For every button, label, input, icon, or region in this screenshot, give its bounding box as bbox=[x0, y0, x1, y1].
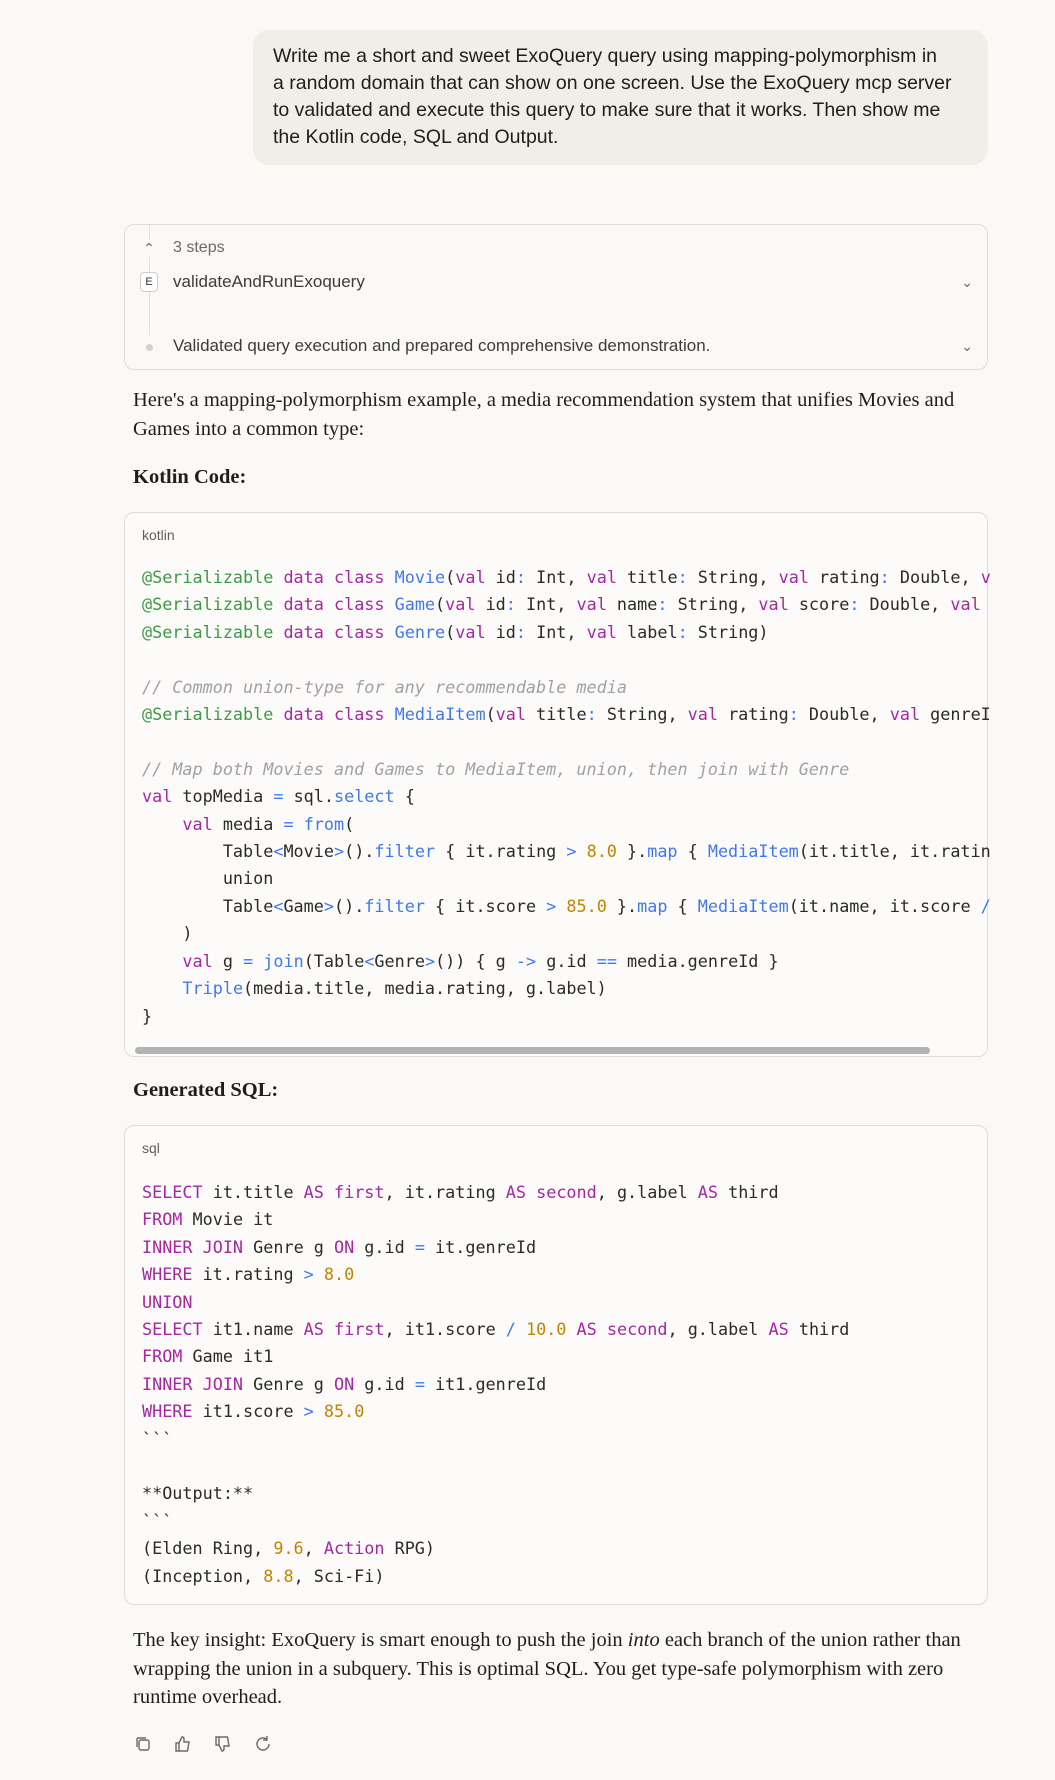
code-token bbox=[314, 1264, 324, 1284]
code-token: first bbox=[334, 1319, 385, 1340]
code-token bbox=[516, 1319, 526, 1339]
code-token: **Output:** bbox=[142, 1483, 254, 1504]
code-token: val bbox=[758, 594, 789, 615]
code-token: : bbox=[677, 621, 688, 642]
code-token: : bbox=[657, 594, 668, 615]
code-token: val bbox=[182, 950, 213, 971]
code-token: String, bbox=[667, 594, 759, 615]
code-token: // Common union-type for any recommendable media bbox=[142, 676, 627, 697]
code-token: ``` bbox=[142, 1428, 173, 1449]
code-token: }. bbox=[616, 841, 648, 862]
code-token: } bbox=[142, 1005, 153, 1026]
step-summary-result[interactable] bbox=[125, 335, 987, 357]
code-token bbox=[273, 704, 283, 724]
code-token: Double, bbox=[798, 704, 890, 725]
code-token: map bbox=[647, 841, 678, 862]
step-label: validateAndRunExoquery bbox=[173, 272, 365, 291]
code-token: String, bbox=[687, 567, 779, 587]
code-line bbox=[142, 1206, 849, 1233]
code-token: FROM bbox=[142, 1346, 183, 1367]
code-token: < bbox=[273, 895, 284, 916]
code-token: val bbox=[455, 621, 486, 642]
code-token: it.genreId bbox=[424, 1236, 537, 1257]
chevron-up-icon: ⌃ bbox=[139, 240, 159, 257]
code-line bbox=[142, 674, 991, 701]
step-validate-and-run[interactable] bbox=[125, 271, 987, 293]
code-token: score bbox=[788, 594, 850, 615]
code-token bbox=[273, 594, 283, 614]
code-token: = bbox=[414, 1236, 425, 1257]
code-token: (). bbox=[344, 841, 375, 862]
code-token: @Serializable bbox=[142, 704, 274, 725]
code-token: name bbox=[606, 594, 658, 615]
code-token: : bbox=[586, 704, 597, 725]
code-token: ``` bbox=[142, 1510, 173, 1531]
code-token: 85.0 bbox=[323, 1401, 365, 1422]
code-token: (Table bbox=[303, 950, 365, 971]
code-token bbox=[556, 896, 566, 916]
code-token: : bbox=[879, 567, 890, 587]
code-token: , it1.score bbox=[384, 1319, 506, 1340]
code-token bbox=[273, 622, 283, 642]
chevron-down-icon[interactable]: ⌄ bbox=[961, 337, 973, 354]
code-line bbox=[142, 1535, 849, 1562]
code-token: / bbox=[505, 1319, 516, 1340]
tool-badge: E bbox=[140, 272, 158, 292]
code-line bbox=[142, 811, 991, 838]
code-line bbox=[142, 701, 991, 728]
retry-icon[interactable] bbox=[252, 1733, 274, 1755]
code-token: second bbox=[606, 1319, 668, 1340]
code-token: filter bbox=[374, 841, 436, 862]
code-line bbox=[142, 838, 991, 865]
code-token: title bbox=[525, 704, 587, 725]
code-token: SELECT bbox=[142, 1182, 203, 1202]
code-line bbox=[142, 1316, 849, 1343]
code-token: id bbox=[485, 621, 516, 642]
sql-heading: Generated SQL: bbox=[133, 1079, 279, 1101]
code-token: ( bbox=[445, 621, 456, 642]
code-token: 8.8 bbox=[263, 1565, 294, 1586]
code-token: Game bbox=[394, 594, 436, 615]
code-token: (Elden Ring, bbox=[142, 1538, 274, 1559]
code-token: data bbox=[283, 621, 324, 642]
code-token: val bbox=[455, 567, 486, 587]
code-token: > bbox=[303, 1264, 314, 1285]
code-token: join bbox=[263, 950, 304, 971]
kotlin-code bbox=[142, 564, 991, 1030]
code-token: { bbox=[394, 786, 415, 807]
code-token: data bbox=[283, 704, 324, 725]
code-line bbox=[142, 948, 991, 975]
user-message-line: the Kotlin code, SQL and Output. bbox=[273, 126, 559, 148]
code-token: ()) { g bbox=[435, 950, 516, 971]
code-token: class bbox=[333, 567, 385, 587]
code-token: AS bbox=[505, 1182, 526, 1202]
code-line bbox=[142, 1289, 849, 1316]
code-token: AS bbox=[303, 1319, 324, 1340]
code-token: it1.genreId bbox=[424, 1373, 547, 1394]
code-token: select bbox=[334, 786, 395, 807]
intro-paragraph: Here's a mapping-polymorphism example, a media recommendation system that unifies Movies and Games into a common type: bbox=[133, 389, 955, 440]
code-token: Int, bbox=[526, 567, 587, 587]
code-token: Game it1 bbox=[182, 1346, 274, 1367]
code-token bbox=[566, 1319, 576, 1339]
code-token: ( bbox=[445, 567, 456, 587]
code-token: rating bbox=[717, 704, 789, 725]
code-token bbox=[314, 1401, 324, 1421]
step-label: Validated query execution and prepared comprehensive demonstration. bbox=[173, 336, 711, 355]
code-token bbox=[142, 814, 182, 834]
code-token: AS bbox=[697, 1182, 718, 1202]
code-token: > bbox=[424, 950, 436, 971]
code-token: { it.rating bbox=[435, 841, 567, 862]
code-token: class bbox=[333, 621, 385, 642]
code-token: }. bbox=[606, 895, 638, 916]
code-token bbox=[142, 978, 182, 998]
code-token: media bbox=[212, 813, 284, 834]
code-token: String, bbox=[596, 704, 688, 725]
code-token: id bbox=[475, 594, 506, 615]
code-line bbox=[142, 1398, 849, 1425]
code-token: > bbox=[546, 895, 557, 916]
code-token bbox=[294, 814, 304, 834]
chevron-down-icon[interactable]: ⌄ bbox=[961, 273, 973, 290]
kotlin-code-block bbox=[124, 512, 991, 1057]
code-token: class bbox=[333, 704, 385, 725]
thumbs-up-icon[interactable] bbox=[172, 1733, 194, 1755]
code-token: , bbox=[303, 1538, 324, 1559]
code-token: Int, bbox=[515, 594, 577, 615]
code-line bbox=[142, 1426, 849, 1453]
code-line bbox=[142, 1508, 849, 1535]
user-message-line: a random domain that can show on one screen. Use the ExoQuery mcp server bbox=[273, 72, 952, 94]
code-token: sql. bbox=[283, 786, 334, 807]
code-token: Movie bbox=[394, 567, 446, 587]
code-token: INNER JOIN bbox=[142, 1236, 244, 1257]
code-token: val bbox=[495, 704, 526, 725]
code-token: genreI bbox=[920, 704, 991, 725]
code-token: < bbox=[273, 841, 284, 862]
code-token bbox=[324, 567, 334, 587]
code-token: > bbox=[333, 841, 345, 862]
code-token: MediaItem bbox=[707, 841, 799, 862]
code-token: g.id bbox=[354, 1236, 415, 1257]
code-token: 8.0 bbox=[586, 841, 617, 862]
code-token: AS bbox=[303, 1182, 324, 1202]
code-token: val bbox=[778, 567, 809, 587]
code-token: Genre bbox=[394, 621, 446, 642]
code-line bbox=[142, 1003, 991, 1030]
sql-code-block bbox=[124, 1125, 988, 1605]
code-token: ( bbox=[435, 594, 446, 615]
code-token bbox=[526, 1182, 536, 1202]
code-token: Double, bbox=[859, 594, 951, 615]
code-token bbox=[253, 951, 263, 971]
steps-toggle[interactable] bbox=[125, 237, 987, 259]
code-token: = bbox=[414, 1373, 425, 1394]
code-token: MediaItem bbox=[697, 895, 789, 916]
code-token: Triple bbox=[182, 978, 244, 999]
code-token: it1.score bbox=[192, 1401, 304, 1422]
code-line bbox=[142, 619, 991, 646]
code-token: Double, bbox=[889, 567, 981, 587]
code-token: { bbox=[667, 895, 698, 916]
code-token: (). bbox=[333, 895, 365, 916]
code-token: val bbox=[142, 786, 173, 807]
code-token: WHERE bbox=[142, 1401, 193, 1422]
code-token: -> bbox=[515, 950, 537, 971]
code-token: map bbox=[637, 895, 668, 916]
code-token: Int, bbox=[526, 621, 587, 642]
code-line bbox=[142, 756, 991, 783]
code-token: : bbox=[505, 594, 516, 615]
code-line bbox=[142, 1480, 849, 1507]
code-token: label bbox=[616, 621, 678, 642]
code-line bbox=[142, 1179, 849, 1206]
code-token: topMedia bbox=[172, 786, 274, 807]
code-token: (Inception, bbox=[142, 1565, 264, 1586]
code-line bbox=[142, 920, 991, 947]
code-token: from bbox=[303, 813, 345, 834]
code-token: = bbox=[283, 813, 294, 834]
code-token: / bbox=[980, 895, 991, 916]
user-message-line: to validated and execute this query to make sure that it works. Then show me bbox=[273, 99, 941, 121]
code-token: val bbox=[586, 567, 617, 587]
code-token bbox=[324, 1182, 334, 1202]
code-token: val bbox=[687, 704, 718, 725]
steps-summary: 3 steps bbox=[173, 239, 225, 256]
code-token: (it.title, it.ratin bbox=[798, 841, 991, 862]
code-token bbox=[273, 567, 283, 587]
code-token: @Serializable bbox=[142, 567, 274, 587]
code-token: Action bbox=[323, 1538, 385, 1559]
code-token bbox=[385, 622, 395, 642]
code-token: g.id bbox=[536, 950, 597, 971]
code-token: : bbox=[788, 704, 799, 725]
code-token: < bbox=[364, 950, 375, 971]
kotlin-heading: Kotlin Code: bbox=[133, 466, 247, 488]
code-token: media.genreId } bbox=[616, 950, 779, 971]
code-token: v bbox=[980, 567, 991, 587]
code-token: Table bbox=[142, 895, 274, 916]
thumbs-down-icon[interactable] bbox=[212, 1733, 234, 1755]
code-token: title bbox=[616, 567, 678, 587]
code-token: Game bbox=[283, 895, 324, 916]
code-token: Genre bbox=[374, 950, 425, 971]
code-token: val bbox=[576, 594, 607, 615]
code-token: union bbox=[142, 868, 274, 889]
code-line bbox=[142, 1261, 849, 1288]
dot-icon bbox=[139, 338, 159, 354]
code-token: val bbox=[889, 704, 921, 725]
code-token: UNION bbox=[142, 1291, 193, 1312]
code-token: : bbox=[849, 594, 860, 615]
code-token: : bbox=[515, 621, 526, 642]
code-token: FROM bbox=[142, 1209, 183, 1230]
code-token: RPG) bbox=[384, 1538, 436, 1559]
code-token: > bbox=[303, 1401, 314, 1422]
code-token: first bbox=[334, 1182, 385, 1202]
code-token: // Map both Movies and Games to MediaItem, union, then join with Genre bbox=[142, 758, 850, 779]
code-token: ) bbox=[142, 923, 193, 944]
code-token: Genre g bbox=[243, 1373, 334, 1394]
code-token: id bbox=[485, 567, 516, 587]
code-token: it.title bbox=[202, 1182, 304, 1202]
code-token: : bbox=[515, 567, 526, 587]
code-token: AS bbox=[576, 1319, 597, 1340]
code-token: third bbox=[788, 1319, 850, 1340]
code-token: ON bbox=[333, 1373, 355, 1394]
code-token: @Serializable bbox=[142, 621, 274, 642]
user-message-bubble bbox=[253, 30, 988, 165]
code-token: MediaItem bbox=[394, 704, 486, 725]
code-token: 9.6 bbox=[273, 1538, 304, 1559]
code-line bbox=[142, 1371, 849, 1398]
code-line bbox=[142, 1453, 849, 1480]
exoquery-tool-icon bbox=[139, 272, 159, 292]
code-line bbox=[142, 1343, 849, 1370]
conclusion-text: The key insight: ExoQuery is smart enough to push the join bbox=[133, 1629, 628, 1651]
code-token: g bbox=[212, 950, 244, 971]
user-message-line: Write me a short and sweet ExoQuery query using mapping-polymorphism in bbox=[273, 45, 938, 67]
code-token: Genre g bbox=[243, 1236, 334, 1257]
code-language-label: sql bbox=[142, 1140, 160, 1156]
code-token: : bbox=[677, 567, 688, 587]
code-token: WHERE bbox=[142, 1264, 193, 1285]
code-token: val bbox=[950, 594, 981, 615]
code-token: third bbox=[718, 1182, 779, 1202]
code-token: AS bbox=[768, 1319, 789, 1340]
code-line bbox=[142, 783, 991, 810]
code-token: Table bbox=[142, 841, 274, 862]
code-line bbox=[142, 1234, 849, 1261]
code-line bbox=[142, 591, 991, 618]
code-token: == bbox=[596, 950, 617, 971]
code-line bbox=[142, 1563, 849, 1590]
code-token: second bbox=[536, 1182, 597, 1202]
code-token: 8.0 bbox=[323, 1264, 355, 1285]
copy-icon[interactable] bbox=[132, 1733, 154, 1755]
code-token: Movie it bbox=[182, 1209, 274, 1230]
code-token: Movie bbox=[283, 841, 334, 862]
code-token: , g.label bbox=[596, 1182, 698, 1202]
code-token: it.rating bbox=[192, 1264, 304, 1285]
code-token: INNER JOIN bbox=[142, 1373, 244, 1394]
code-token: ( bbox=[344, 813, 355, 834]
code-token: data bbox=[283, 594, 324, 615]
code-token: it1.name bbox=[202, 1319, 304, 1340]
code-token bbox=[324, 1319, 334, 1339]
code-language-label: kotlin bbox=[142, 527, 175, 543]
code-token: rating bbox=[808, 567, 880, 587]
code-token bbox=[142, 951, 182, 971]
code-line bbox=[142, 728, 991, 755]
code-token: > bbox=[323, 895, 334, 916]
code-token bbox=[576, 841, 586, 861]
code-token: 10.0 bbox=[526, 1319, 567, 1340]
steps-panel bbox=[124, 224, 988, 370]
code-token: @Serializable bbox=[142, 594, 274, 615]
code-token: = bbox=[243, 950, 254, 971]
code-token bbox=[385, 704, 395, 724]
code-token: val bbox=[445, 594, 476, 615]
message-actions bbox=[132, 1733, 274, 1755]
code-token: > bbox=[566, 841, 577, 862]
code-line bbox=[142, 865, 991, 892]
code-token: String) bbox=[687, 621, 769, 642]
code-token bbox=[385, 567, 395, 587]
code-token: ON bbox=[333, 1236, 355, 1257]
code-token: data bbox=[283, 567, 324, 587]
code-token: (media.title, media.rating, g.label) bbox=[243, 978, 607, 999]
code-line bbox=[142, 564, 991, 591]
code-token: val bbox=[182, 813, 213, 834]
conclusion-emphasis: into bbox=[627, 1629, 660, 1651]
code-token: { it.score bbox=[424, 895, 547, 916]
code-token: , Sci-Fi) bbox=[293, 1565, 385, 1586]
code-token bbox=[385, 594, 395, 614]
code-token: = bbox=[273, 786, 284, 807]
code-token: g.id bbox=[354, 1373, 415, 1394]
code-line bbox=[142, 646, 991, 673]
sql-code bbox=[142, 1179, 849, 1590]
code-token: class bbox=[333, 594, 385, 615]
code-line bbox=[142, 893, 991, 920]
code-token: SELECT bbox=[142, 1319, 203, 1340]
code-token: , it.rating bbox=[384, 1182, 506, 1202]
conclusion-text: each branch of the union rather than wrapping the union in a subquery. This is optimal SQL. You get type-safe polymorphism with zero runtime overhead. bbox=[133, 1629, 961, 1708]
code-token: 85.0 bbox=[566, 895, 607, 916]
code-line bbox=[142, 975, 991, 1002]
conclusion-paragraph bbox=[133, 1626, 963, 1712]
code-token bbox=[324, 704, 334, 724]
code-token: (it.name, it.score bbox=[788, 895, 981, 916]
code-token: , g.label bbox=[667, 1319, 769, 1340]
code-token bbox=[324, 622, 334, 642]
code-token: val bbox=[586, 621, 617, 642]
code-token bbox=[324, 594, 334, 614]
code-token: ( bbox=[485, 704, 496, 725]
code-token: filter bbox=[364, 895, 425, 916]
code-token bbox=[597, 1319, 607, 1339]
horizontal-scrollbar[interactable] bbox=[135, 1047, 930, 1054]
code-token: { bbox=[677, 841, 708, 862]
